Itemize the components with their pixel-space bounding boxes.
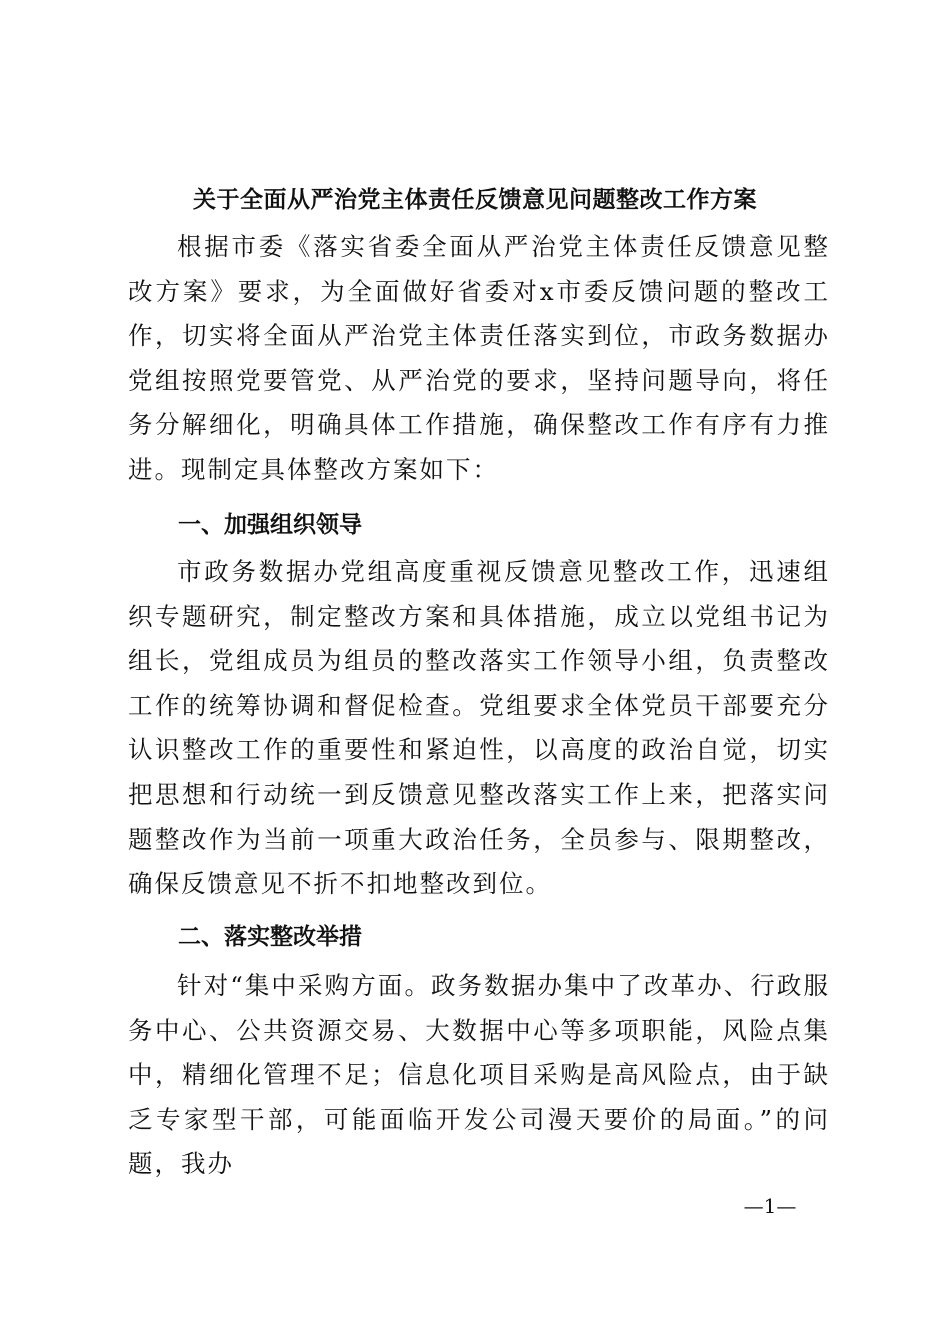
page-number: —1— [743,1194,797,1218]
intro-paragraph: 根据市委《落实省委全面从严治党主体责任反馈意见整改方案》要求，为全面做好省委对x市委反馈问题的整改工作，切实将全面从严治党主体责任落实到位，市政务数据办党组按照党要管党、从严治党的要求，坚持问题导向，将任务分解细化，明确具体工作措施，确保整改工作有序有力推进。现制定具体整改方案如下： [128,232,830,484]
section-heading-2: 二、落实整改举措 [178,924,362,950]
section-heading-1: 一、加强组织领导 [178,512,362,538]
section-2-paragraph: 针对“集中采购方面。政务数据办集中了改革办、行政服务中心、公共资源交易、大数据中心等多项职能，风险点集中，精细化管理不足；信息化项目采购是高风险点，由于缺乏专家型干部，可能面临开发公司漫天要价的局面。”的问题，我办 [128,971,830,1179]
section-1-paragraph: 市政务数据办党组高度重视反馈意见整改工作，迅速组织专题研究，制定整改方案和具体措施，成立以党组书记为组长，党组成员为组员的整改落实工作领导小组，负责整改工作的统筹协调和督促检查。党组要求全体党员干部要充分认识整改工作的重要性和紧迫性，以高度的政治自觉，切实把思想和行动统一到反馈意见整改落实工作上来，把落实问题整改作为当前一项重大政治任务，全员参与、限期整改，确保反馈意见不折不扣地整改到位。 [128,557,830,899]
document-title: 关于全面从严治党主体责任反馈意见问题整改工作方案 [193,186,757,213]
